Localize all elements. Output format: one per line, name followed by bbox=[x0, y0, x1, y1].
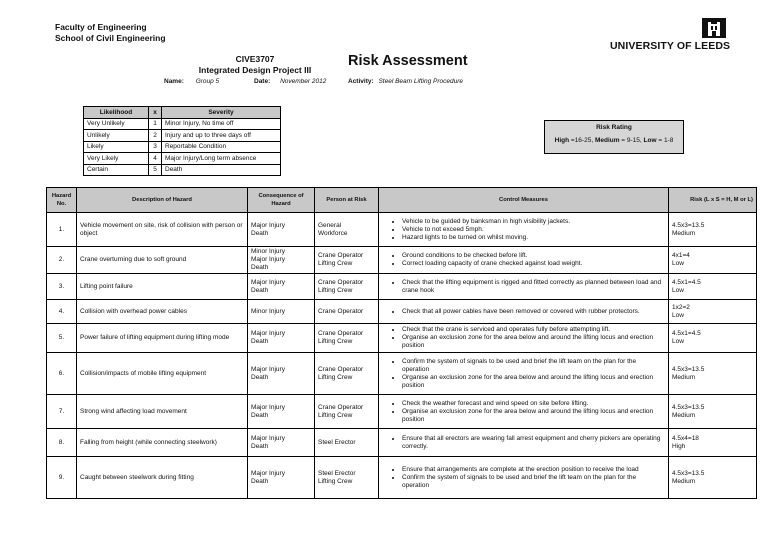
likelihood-cell: Very Unlikely bbox=[84, 118, 149, 130]
multiplier-cell: 2 bbox=[149, 130, 162, 142]
risk-calc: 4.5x1=4.5 bbox=[672, 278, 701, 286]
risk-level: Low bbox=[672, 286, 684, 294]
person-at-risk bbox=[315, 213, 379, 247]
person-line: Lifting Crew bbox=[318, 338, 353, 345]
hazard-consequence bbox=[248, 395, 315, 429]
control-measures bbox=[379, 324, 669, 353]
person-at-risk bbox=[315, 300, 379, 324]
hazard-description: Strong wind affecting load movement bbox=[77, 395, 248, 429]
hazard-number: 6. bbox=[47, 353, 77, 395]
risk-calc: 4.5x3=13.5 bbox=[672, 403, 705, 411]
low-range: = 1-8 bbox=[656, 137, 674, 144]
hazard-row bbox=[47, 353, 757, 395]
hazard-row bbox=[47, 247, 757, 274]
course-block bbox=[180, 54, 330, 76]
hazard-description: Crane overturning due to soft ground bbox=[77, 247, 248, 274]
document-title: Risk Assessment bbox=[348, 53, 468, 69]
consequence-line: Major Injury bbox=[251, 278, 285, 286]
risk-score bbox=[669, 353, 757, 395]
risk-level: Medium bbox=[672, 477, 696, 485]
multiplier-cell: 3 bbox=[149, 141, 162, 153]
medium-label: Medium bbox=[594, 137, 620, 144]
severity-cell: Reportable Condition bbox=[162, 141, 281, 153]
hazard-table bbox=[46, 187, 757, 499]
severity-header: Severity bbox=[162, 107, 281, 119]
hazard-description: Vehicle movement on site, risk of collision with person or object bbox=[77, 213, 248, 247]
risk-calc: 4.5x1=4.5 bbox=[672, 330, 701, 337]
hazard-row bbox=[47, 324, 757, 353]
risk-score bbox=[669, 395, 757, 429]
person-line: Lifting Crew bbox=[318, 411, 353, 419]
control-measure: • Check the weather forecast and wind speed on site before lifting. bbox=[402, 400, 665, 408]
risk-level: Medium bbox=[672, 229, 696, 237]
severity-cell: Major Injury/Long term absence bbox=[162, 153, 281, 165]
likelihood-severity-table bbox=[83, 106, 281, 176]
consequence-line: Death bbox=[251, 286, 269, 294]
course-code: CIVE3707 bbox=[235, 54, 275, 64]
hazard-no-header: Hazard No. bbox=[47, 188, 77, 213]
risk-score bbox=[669, 429, 757, 457]
consequence-line: Death bbox=[251, 411, 269, 419]
hazard-header-row bbox=[47, 188, 757, 213]
risk-calc: 1x2=2 bbox=[672, 303, 690, 311]
risk-score bbox=[669, 274, 757, 300]
risk-score bbox=[669, 324, 757, 353]
likelihood-row bbox=[84, 118, 281, 130]
control-measure: • Confirm the system of signals to be used and brief the lift team on the plan for the operation bbox=[402, 474, 665, 490]
description-header: Description of Hazard bbox=[77, 188, 248, 213]
hazard-consequence bbox=[248, 429, 315, 457]
high-range: =16-25, bbox=[569, 137, 595, 144]
person-at-risk bbox=[315, 353, 379, 395]
date-label: Date: bbox=[254, 78, 271, 85]
consequence-line: Major Injury bbox=[251, 256, 285, 263]
risk-calc: 4.5x3=13.5 bbox=[672, 365, 705, 373]
hazard-number: 1. bbox=[47, 213, 77, 247]
hazard-number: 8. bbox=[47, 429, 77, 457]
person-line: Crane Operator bbox=[318, 365, 364, 373]
person-line: Crane Operator bbox=[318, 330, 364, 337]
medium-range: = 9-15, bbox=[619, 137, 644, 144]
consequence-line: Major Injury bbox=[251, 434, 285, 442]
activity-label: Activity: bbox=[348, 78, 374, 85]
control-measures bbox=[379, 395, 669, 429]
person-at-risk bbox=[315, 324, 379, 353]
university-crest-icon bbox=[702, 18, 726, 38]
consequence-line: Major Injury bbox=[251, 469, 285, 477]
consequence-line: Death bbox=[251, 338, 269, 345]
risk-header: Risk (L x S = H, M or L) bbox=[669, 188, 757, 213]
hazard-row bbox=[47, 395, 757, 429]
risk-rating-title: Risk Rating bbox=[596, 124, 632, 131]
control-measure: • Organise an exclusion zone for the area below and around the lifting locus and erection position bbox=[402, 408, 665, 424]
person-line: Lifting Crew bbox=[318, 286, 353, 294]
consequence-line: Death bbox=[251, 373, 269, 381]
hazard-description: Collision/impacts of mobile lifting equipment bbox=[77, 353, 248, 395]
risk-calc: 4.5x3=13.5 bbox=[672, 469, 705, 477]
control-measures bbox=[379, 247, 669, 274]
multiplier-cell: 4 bbox=[149, 153, 162, 165]
department-block bbox=[55, 22, 166, 44]
activity-value: Steel Beam Lifting Procedure bbox=[378, 78, 464, 85]
hazard-description: Caught between steelwork during fitting bbox=[77, 457, 248, 499]
hazard-row bbox=[47, 457, 757, 499]
hazard-consequence bbox=[248, 213, 315, 247]
consequence-line: Minor Injury bbox=[251, 248, 285, 255]
hazard-consequence bbox=[248, 274, 315, 300]
risk-rating-legend bbox=[545, 137, 683, 144]
hazard-description: Falling from height (while connecting steelwork) bbox=[77, 429, 248, 457]
risk-calc: 4.5x4=18 bbox=[672, 434, 699, 442]
hazard-consequence bbox=[248, 300, 315, 324]
low-label: Low bbox=[643, 137, 657, 144]
hazard-description: Lifting point failure bbox=[77, 274, 248, 300]
risk-score bbox=[669, 457, 757, 499]
person-line: Crane Operator bbox=[318, 252, 364, 259]
likelihood-row bbox=[84, 153, 281, 165]
person-at-risk bbox=[315, 274, 379, 300]
multiplier-cell: 1 bbox=[149, 118, 162, 130]
risk-level: Medium bbox=[672, 373, 696, 381]
control-measures bbox=[379, 213, 669, 247]
hazard-number: 2. bbox=[47, 247, 77, 274]
hazard-number: 3. bbox=[47, 274, 77, 300]
likelihood-cell: Certain bbox=[84, 164, 149, 176]
hazard-number: 4. bbox=[47, 300, 77, 324]
person-line: Workforce bbox=[318, 229, 348, 237]
control-measure: • Ground conditions to be checked before lift. bbox=[402, 252, 665, 260]
consequence-header: Consequence of Hazard bbox=[248, 188, 315, 213]
consequence-line: Death bbox=[251, 229, 269, 237]
risk-level: Medium bbox=[672, 411, 696, 419]
control-measures bbox=[379, 429, 669, 457]
hazard-row bbox=[47, 300, 757, 324]
hazard-number: 9. bbox=[47, 457, 77, 499]
severity-cell: Death bbox=[162, 164, 281, 176]
hazard-description: Collision with overhead power cables bbox=[77, 300, 248, 324]
likelihood-cell: Unlikely bbox=[84, 130, 149, 142]
control-measure: • Check that the lifting equipment is rigged and fitted correctly as planned between load and crane hook bbox=[402, 279, 665, 295]
person-line: Crane Operator bbox=[318, 278, 364, 286]
hazard-row bbox=[47, 213, 757, 247]
hazard-row bbox=[47, 274, 757, 300]
school-name: School of Civil Engineering bbox=[55, 33, 166, 43]
name-value: Group 5 bbox=[195, 78, 220, 85]
person-at-risk bbox=[315, 429, 379, 457]
consequence-line: Minor Injury bbox=[251, 307, 285, 315]
risk-level: High bbox=[672, 442, 686, 450]
faculty-name: Faculty of Engineering bbox=[55, 22, 147, 32]
hazard-consequence bbox=[248, 353, 315, 395]
person-line: Crane Operator bbox=[318, 403, 364, 411]
name-label: Name: bbox=[164, 78, 184, 85]
control-measure: • Vehicle to be guided by banksman in high visibility jackets. bbox=[402, 218, 665, 226]
hazard-row bbox=[47, 429, 757, 457]
control-measure: • Organise an exclusion zone for the area below and around the lifting locus and erection position bbox=[402, 334, 665, 350]
control-measure: • Organise an exclusion zone for the area below and around the lifting locus and erection position bbox=[402, 374, 665, 390]
activity-field bbox=[348, 78, 463, 85]
person-at-risk bbox=[315, 247, 379, 274]
likelihood-header: Likelihood bbox=[84, 107, 149, 119]
date-value: November 2012 bbox=[280, 78, 327, 85]
controls-header: Control Measures bbox=[379, 188, 669, 213]
person-line: General bbox=[318, 221, 342, 229]
multiplier-cell: 5 bbox=[149, 164, 162, 176]
likelihood-row bbox=[84, 164, 281, 176]
hazard-consequence bbox=[248, 247, 315, 274]
consequence-line: Major Injury bbox=[251, 330, 285, 337]
hazard-consequence bbox=[248, 457, 315, 499]
person-line: Steel Erector bbox=[318, 469, 356, 477]
control-measure: • Ensure that arrangements are complete at the erection position to receive the load bbox=[402, 466, 665, 474]
consequence-line: Death bbox=[251, 264, 269, 271]
consequence-line: Death bbox=[251, 442, 269, 450]
risk-score bbox=[669, 247, 757, 274]
date-field bbox=[254, 78, 326, 85]
risk-level: Low bbox=[672, 338, 684, 345]
consequence-line: Major Injury bbox=[251, 221, 285, 229]
likelihood-row bbox=[84, 130, 281, 142]
control-measures bbox=[379, 300, 669, 324]
consequence-line: Death bbox=[251, 477, 269, 485]
control-measure: • Check that all power cables have been removed or covered with rubber protectors. bbox=[402, 308, 665, 316]
hazard-number: 7. bbox=[47, 395, 77, 429]
severity-cell: Minor Injury, No time off bbox=[162, 118, 281, 130]
control-measures bbox=[379, 457, 669, 499]
person-at-risk bbox=[315, 457, 379, 499]
control-measure: • Hazard lights to be turned on whilst moving. bbox=[402, 234, 665, 242]
risk-score bbox=[669, 300, 757, 324]
control-measure: • Check that the crane is serviced and operates fully before attempting lift. bbox=[402, 326, 665, 334]
course-name: Integrated Design Project III bbox=[198, 65, 312, 75]
risk-score bbox=[669, 213, 757, 247]
hazard-number: 5. bbox=[47, 324, 77, 353]
risk-rating-box bbox=[544, 120, 684, 154]
consequence-line: Major Injury bbox=[251, 403, 285, 411]
person-at-risk bbox=[315, 395, 379, 429]
consequence-line: Major Injury bbox=[251, 365, 285, 373]
multiplier-header: x bbox=[149, 107, 162, 119]
person-header: Person at Risk bbox=[315, 188, 379, 213]
hazard-consequence bbox=[248, 324, 315, 353]
person-line: Lifting Crew bbox=[318, 477, 353, 485]
person-line: Lifting Crew bbox=[318, 260, 353, 267]
likelihood-cell: Very Likely bbox=[84, 153, 149, 165]
risk-calc: 4.5x3=13.5 bbox=[672, 221, 705, 229]
person-line: Steel Erector bbox=[318, 438, 356, 446]
severity-cell: Injury and up to three days off bbox=[162, 130, 281, 142]
likelihood-header-row bbox=[84, 107, 281, 119]
name-field bbox=[164, 78, 219, 85]
likelihood-row bbox=[84, 141, 281, 153]
hazard-description: Power failure of lifting equipment during lifting mode bbox=[77, 324, 248, 353]
university-name: UNIVERSITY OF LEEDS bbox=[610, 40, 731, 52]
control-measure: • Correct loading capacity of crane checked against load weight. bbox=[402, 260, 665, 268]
risk-level: Low bbox=[672, 260, 684, 267]
likelihood-cell: Likely bbox=[84, 141, 149, 153]
high-label: High bbox=[554, 137, 570, 144]
control-measure: • Ensure that all erectors are wearing fall arrest equipment and cherry pickers are operating correctly. bbox=[402, 435, 665, 451]
person-line: Lifting Crew bbox=[318, 373, 353, 381]
control-measure: • Confirm the system of signals to be used and brief the lift team on the plan for the operation bbox=[402, 358, 665, 374]
control-measures bbox=[379, 274, 669, 300]
person-line: Crane Operator bbox=[318, 307, 364, 315]
control-measures bbox=[379, 353, 669, 395]
control-measure: • Vehicle to not exceed 5mph. bbox=[402, 226, 665, 234]
risk-calc: 4x1=4 bbox=[672, 252, 690, 259]
risk-level: Low bbox=[672, 311, 684, 319]
